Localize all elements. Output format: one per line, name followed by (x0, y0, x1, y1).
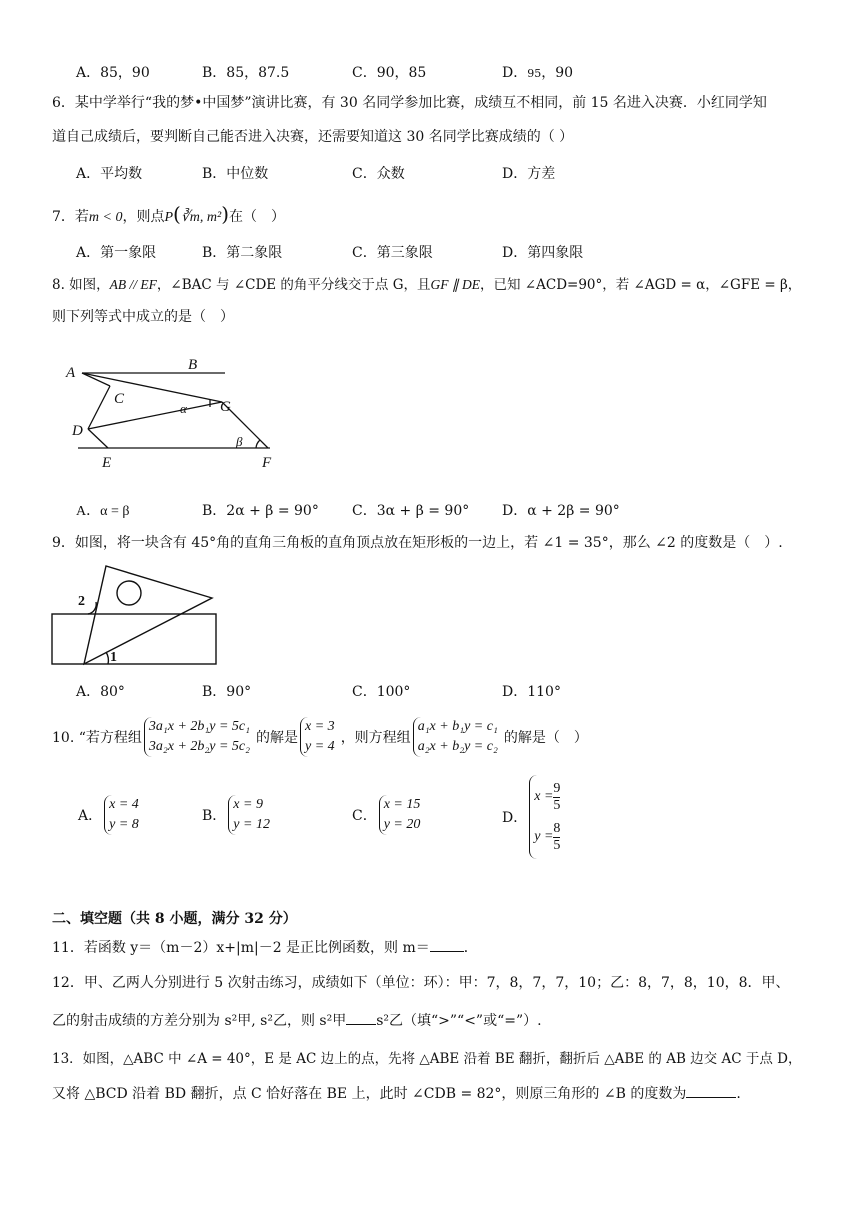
q10-sys2-row2: a₂x + b₂y = c₂ (417, 739, 498, 754)
q10-suffix: 的解是（ ） (503, 730, 588, 746)
q8-line1 (52, 277, 801, 293)
label-g: G (220, 399, 231, 415)
q10-sol-row2: y = 4 (305, 739, 335, 754)
q10-d-y-numerator: 8 (553, 820, 561, 836)
q7-mid: ，则点 (122, 209, 165, 225)
label-beta: β (236, 434, 243, 449)
q7-option-d: D．第四象限 (502, 245, 584, 261)
q10-option-a (78, 795, 145, 835)
q12-line2 (52, 1013, 542, 1030)
q8-option-d: D．α + 2β = 90° (502, 503, 620, 519)
seg-dg (88, 402, 222, 429)
q10-d-x: x = (534, 789, 554, 804)
q6-option-c: C．众数 (352, 166, 405, 182)
angle-mark-f (256, 440, 260, 448)
q5-option-d (502, 62, 573, 82)
q10-solution (300, 717, 339, 757)
q10-c-row2: y = 20 (383, 817, 421, 832)
q10-option-d (502, 775, 566, 859)
q9-option-a: A．80° (76, 684, 125, 700)
q10-d-x-denominator: 5 (553, 797, 561, 813)
triangle-ruler (84, 566, 212, 664)
q6-line1: 6．某中学举行“我的梦•中国梦”演讲比赛，有 30 名同学参加比赛，成绩互不相同，前 15 名进入决赛．小红同学知 (52, 95, 767, 111)
seg-de (88, 429, 108, 448)
q8-line1-a: 8. 如图， (52, 277, 110, 293)
q6-option-d: D．方差 (502, 166, 556, 182)
q8-figure (60, 355, 290, 475)
q9-option-c: C．100° (352, 684, 411, 700)
q10-prefix: 10. “若方程组 (52, 730, 142, 746)
q7-option-b: B．第二象限 (202, 245, 283, 261)
q7-condition: m < 0 (88, 210, 123, 225)
q5-option-c: C．90，85 (352, 65, 427, 81)
q5-d-val1: 95 (527, 67, 542, 80)
seg-ag (82, 373, 222, 402)
q7-stem: 7．若m < 0，则点P(∛m, m²)在（ ） (52, 202, 286, 226)
q10-sys1-row1: 3a₁x + 2b₁y = 5c₁ (148, 719, 251, 734)
q9-option-b: B．90° (202, 684, 252, 700)
q6-option-a: A．平均数 (76, 166, 143, 182)
q10-b-row1: x = 9 (233, 797, 263, 812)
q11-text: 11．若函数 y＝（m－2）x+|m|－2 是正比例函数，则 m＝ (52, 940, 430, 956)
label-c: C (114, 391, 125, 407)
q8-option-c: C．3α + β = 90° (352, 503, 470, 519)
label-alpha: α (180, 401, 187, 416)
q10-d-y-denominator: 5 (553, 837, 561, 853)
q10-d-label: D． (502, 810, 528, 826)
q10-mid2: ，则方程组 (340, 730, 411, 746)
q7-option-c: C．第三象限 (352, 245, 433, 261)
q13-end: . (736, 1086, 741, 1102)
q8-gf-de: GF ∥ DE (430, 277, 481, 292)
q12-line1: 12．甲、乙两人分别进行 5 次射击练习，成绩如下（单位：环）：甲：7，8，7，7，10；乙：8，7，8，10，8．甲、 (52, 975, 790, 991)
q7-point: P (164, 210, 174, 225)
angle-1-mark (106, 652, 108, 664)
q5-option-b: B．85，87.5 (202, 65, 290, 81)
q10-option-b (202, 795, 276, 835)
q10-a-system (104, 795, 143, 835)
q9-option-d: D．110° (502, 684, 561, 700)
q7-prefix: 7．若 (52, 209, 89, 225)
q13-answer-blank[interactable] (686, 1097, 736, 1098)
q11-answer-blank[interactable] (430, 951, 464, 952)
label-e: E (102, 455, 112, 471)
q5-d-val2: ，90 (541, 65, 574, 81)
q12-line2-a: 乙的射击成绩的方差分别为 s²甲, s²乙，则 s²甲 (52, 1013, 347, 1029)
q10-system-1 (144, 717, 254, 757)
q10-sol-row1: x = 3 (305, 719, 335, 734)
q8-option-a: A．α = β (76, 504, 130, 519)
seg-ac (82, 373, 110, 386)
q7-option-a: A．第一象限 (76, 245, 157, 261)
q6-line2: 道自己成绩后，要判断自己能否进入决赛，还需要知道这 30 名同学比赛成绩的（ ） (52, 129, 574, 145)
q10-mid1: 的解是 (256, 730, 299, 746)
label-b: B (188, 357, 198, 373)
q13-line2-text: 又将 △BCD 沿着 BD 翻折，点 C 恰好落在 BE 上，此时 ∠CDB = 82°，则原三角形的 ∠B 的度数为 (52, 1086, 687, 1102)
q5-d-prefix: D． (502, 65, 528, 81)
label-d: D (72, 423, 83, 439)
q8-line1-b: ，∠BAC 与 ∠CDE 的角平分线交于点 G，且 (156, 277, 431, 293)
q12-answer-blank[interactable] (346, 1024, 376, 1025)
q10-sys1-row2: 3a₂x + 2b₂y = 5c₂ (148, 739, 251, 754)
q8-line2: 则下列等式中成立的是（ ） (52, 309, 234, 325)
q13-line1: 13．如图，△ABC 中 ∠A = 40°，E 是 AC 边上的点，先将 △ABE 沿着 BE 翻折，翻折后 △ABE 的 AB 边交 AC 于点 D， (52, 1051, 802, 1067)
q10-c-label: C． (352, 808, 377, 824)
seg-cd (88, 386, 110, 429)
q10-d-system (529, 775, 564, 859)
section-title: 二、填空题（共 8 小题，满分 32 分） (52, 911, 297, 927)
label-f: F (262, 455, 272, 471)
q10-b-label: B． (202, 808, 227, 824)
ruler-hole (117, 581, 141, 605)
q10-a-row1: x = 4 (109, 797, 139, 812)
q8-ab-ef: AB // EF (109, 277, 157, 292)
label-a: A (66, 365, 76, 381)
q10-option-c (352, 795, 426, 835)
q9-stem: 9．如图，将一块含有 45°角的直角三角板的直角顶点放在矩形板的一边上，若 ∠1 = 35°，那么 ∠2 的度数是（ ）. (52, 535, 783, 551)
q7-suffix: 在（ ） (229, 209, 286, 225)
q9-figure (48, 560, 223, 670)
q6-option-b: B．中位数 (202, 166, 269, 182)
q10-c-row1: x = 15 (383, 797, 421, 812)
q12-line2-b: s²乙（填“>”“<”或“=”）. (376, 1013, 542, 1029)
label-angle-1: 1 (110, 650, 117, 665)
q10-sys2-row1: a₁x + b₁y = c₁ (417, 719, 498, 734)
q10-d-y: y = (534, 829, 554, 844)
q10-b-row2: y = 12 (233, 817, 270, 832)
q11-stem (52, 940, 478, 957)
q10-c-system (379, 795, 425, 835)
q7-expression: ∛m, m² (180, 210, 222, 225)
q5-option-a: A．85，90 (76, 65, 150, 81)
q11-end: ． (463, 940, 478, 956)
q10-system-2 (413, 717, 502, 757)
q10-a-row2: y = 8 (109, 817, 139, 832)
q10-a-label: A． (78, 808, 103, 824)
label-angle-2: 2 (78, 594, 85, 609)
q10-stem (52, 717, 588, 757)
q8-option-b: B．2α + β = 90° (202, 503, 319, 519)
q8-line1-c: ，已知 ∠ACD=90°，若 ∠AGD = α，∠GFE = β， (480, 277, 802, 293)
q10-b-system (228, 795, 274, 835)
q13-line2 (52, 1086, 741, 1103)
q10-d-x-numerator: 9 (553, 780, 561, 796)
